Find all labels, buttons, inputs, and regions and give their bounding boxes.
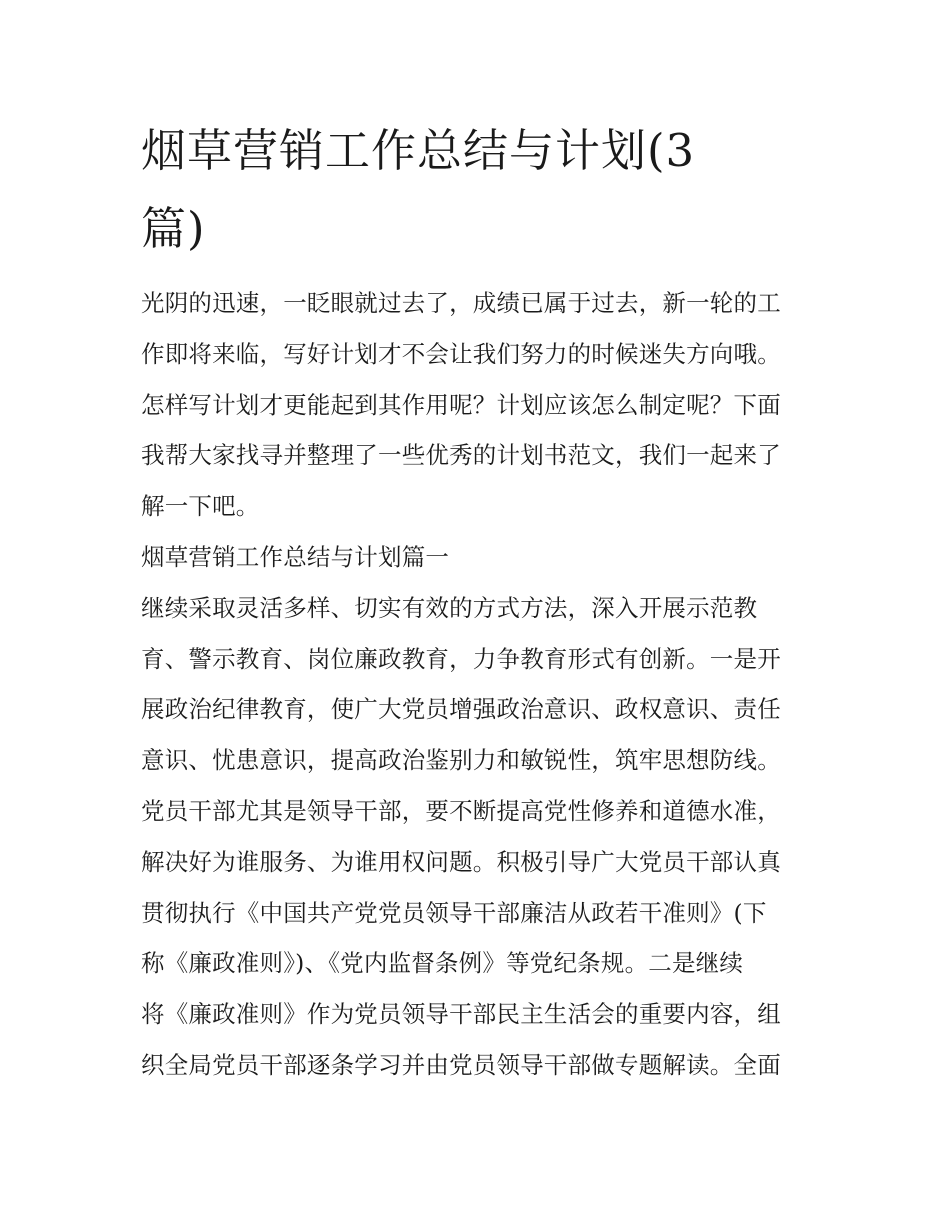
- body-line: 贯彻执行《中国共产党党员领导干部廉洁从政若干准则》(下: [141, 898, 767, 927]
- body-line: 称《廉政准则》)、《党内监督条例》等党纪条规。二是继续: [141, 949, 744, 978]
- body-line: 作即将来临，写好计划才不会让我们努力的时候迷失方向哦。: [141, 339, 781, 368]
- body-line: 我帮大家找寻并整理了一些优秀的计划书范文，我们一起来了: [141, 441, 781, 470]
- body-line: 将《廉政准则》作为党员领导干部民主生活会的重要内容，组: [141, 1000, 781, 1029]
- body-line: 解决好为谁服务、为谁用权问题。积极引导广大党员干部认真: [141, 847, 781, 876]
- body-line: 继续采取灵活多样、切实有效的方式方法，深入开展示范教: [141, 593, 758, 622]
- body-line: 展政治纪律教育，使广大党员增强政治意识、政权意识、责任: [141, 695, 781, 724]
- body-line: 织全局党员干部逐条学习并由党员领导干部做专题解读。全面: [141, 1050, 781, 1079]
- title-line-2: 篇): [141, 202, 206, 255]
- body-line: 育、警示教育、岗位廉政教育，力争教育形式有创新。一是开: [141, 644, 781, 673]
- body-line: 党员干部尤其是领导干部，要不断提高党性修养和道德水准，: [141, 796, 781, 825]
- document-body: [141, 278, 821, 1091]
- body-line: 解一下吧。: [141, 492, 260, 521]
- body-line: 光阴的迅速，一眨眼就过去了，成绩已属于过去，新一轮的工: [141, 289, 781, 317]
- body-line: 意识、忧患意识，提高政治鉴别力和敏锐性，筑牢思想防线。: [141, 746, 781, 775]
- section-heading: 烟草营销工作总结与计划篇一: [141, 542, 450, 571]
- body-line: 怎样写计划才更能起到其作用呢？计划应该怎么制定呢？下面: [141, 390, 781, 419]
- title-line-1: 烟草营销工作总结与计划(3: [141, 124, 696, 177]
- document-title: [141, 112, 811, 268]
